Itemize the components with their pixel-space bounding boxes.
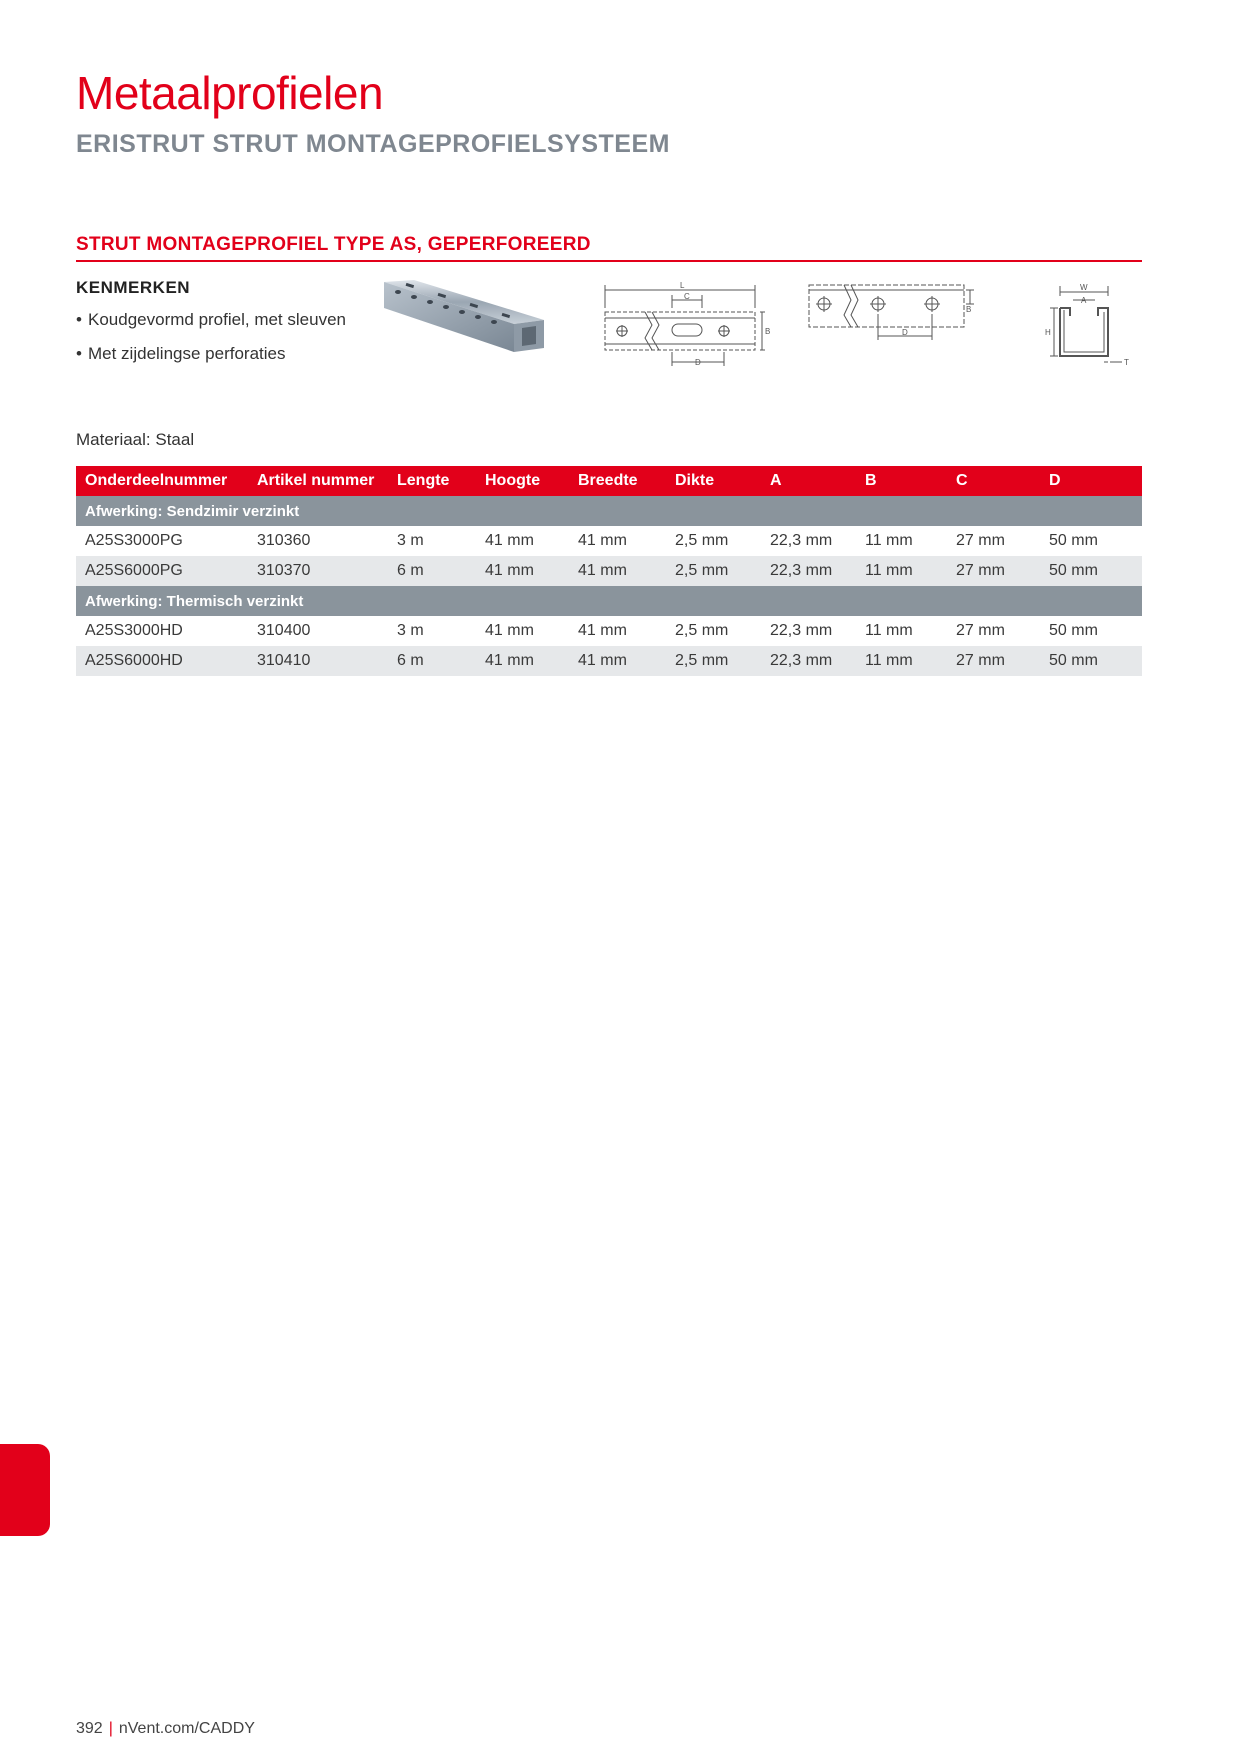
- header-cell: Lengte: [388, 466, 476, 496]
- dim-label-c: C: [684, 292, 690, 301]
- group-label: Afwerking: Sendzimir verzinkt: [76, 496, 1142, 526]
- table-cell: 41 mm: [485, 622, 534, 639]
- table-cell: 310400: [257, 622, 311, 639]
- section-title: STRUT MONTAGEPROFIEL TYPE AS, GEPERFOREERD: [76, 234, 591, 255]
- header-cell: Breedte: [569, 466, 666, 496]
- table-cell: 27 mm: [956, 532, 1005, 549]
- table-row: [76, 526, 1142, 556]
- table-row: [76, 646, 1142, 676]
- header-cell: A: [761, 466, 856, 496]
- table-cell: 2,5 mm: [666, 646, 761, 676]
- header-cell: B: [856, 466, 947, 496]
- top-view-drawing: [600, 280, 780, 370]
- table-cell: 41 mm: [578, 532, 627, 549]
- footer-url[interactable]: nVent.com/CADDY: [118, 1720, 255, 1737]
- table-cell: A25S3000HD: [85, 622, 183, 639]
- table-cell: 22,3 mm: [770, 622, 833, 639]
- chapter-tab: [0, 1444, 50, 1536]
- table-cell: 22,3 mm: [761, 556, 856, 586]
- strut-channel-photo: [384, 280, 554, 370]
- table-cell: 22,3 mm: [761, 646, 856, 676]
- table-cell: 6 m: [388, 556, 476, 586]
- page-title: Metaalprofielen: [76, 67, 384, 119]
- table-header-row: [76, 466, 1142, 496]
- table-group-row: [76, 496, 1142, 526]
- table-cell: 6 m: [388, 646, 476, 676]
- group-label: Afwerking: Thermisch verzinkt: [76, 586, 1142, 616]
- page-subtitle: ERISTRUT STRUT MONTAGEPROFIELSYSTEEM: [76, 130, 670, 158]
- material-text: Materiaal: Staal: [76, 430, 195, 449]
- table-cell: 50 mm: [1040, 556, 1142, 586]
- header-cell: Dikte: [666, 466, 761, 496]
- bullet-icon: •: [76, 344, 82, 363]
- table-cell: 22,3 mm: [770, 532, 833, 549]
- header-cell: Artikel nummer: [248, 466, 388, 496]
- table-cell: 3 m: [397, 532, 424, 549]
- header-cell: D: [1040, 466, 1142, 496]
- cross-section-drawing: [1040, 280, 1140, 370]
- table-cell: 11 mm: [856, 556, 947, 586]
- table-cell: 50 mm: [1049, 532, 1098, 549]
- dim-label-a: A: [1081, 296, 1087, 305]
- table-cell: 41 mm: [569, 556, 666, 586]
- dim-label-h: H: [1045, 328, 1051, 337]
- table-cell: 11 mm: [865, 622, 913, 639]
- table-row: [76, 616, 1142, 646]
- table-cell: 11 mm: [865, 532, 913, 549]
- dim-label-b: B: [966, 305, 972, 314]
- table-cell: 11 mm: [856, 646, 947, 676]
- dim-label-d: D: [695, 358, 701, 367]
- table-cell: 310370: [248, 556, 388, 586]
- feature-item: [76, 310, 346, 330]
- footer-separator: |: [108, 1720, 113, 1737]
- table-cell: 41 mm: [476, 646, 569, 676]
- header-cell: Onderdeelnummer: [76, 466, 248, 496]
- dim-label-l: L: [680, 281, 685, 290]
- table-cell: 50 mm: [1049, 622, 1098, 639]
- table-cell: 2,5 mm: [675, 622, 729, 639]
- feature-text: Met zijdelingse perforaties: [88, 344, 286, 363]
- bullet-icon: •: [76, 310, 82, 329]
- table-cell: 41 mm: [476, 556, 569, 586]
- table-cell: 41 mm: [578, 622, 627, 639]
- page-footer: [76, 1720, 255, 1738]
- table-cell: 27 mm: [947, 556, 1040, 586]
- table-cell: A25S6000HD: [76, 646, 248, 676]
- page-number: 392: [76, 1720, 103, 1737]
- feature-item: [76, 344, 285, 364]
- table-cell: 27 mm: [956, 622, 1005, 639]
- table-cell: 41 mm: [485, 532, 534, 549]
- spec-table: [76, 466, 1142, 676]
- table-cell: 310360: [257, 532, 311, 549]
- dim-label-t: T: [1124, 358, 1129, 367]
- table-cell: 2,5 mm: [675, 532, 729, 549]
- table-cell: 310410: [248, 646, 388, 676]
- table-cell: 27 mm: [947, 646, 1040, 676]
- table-cell: 41 mm: [569, 646, 666, 676]
- features-heading: KENMERKEN: [76, 278, 191, 297]
- feature-text: Koudgevormd profiel, met sleuven: [88, 310, 346, 329]
- table-row: [76, 556, 1142, 586]
- dim-label-w: W: [1080, 283, 1088, 292]
- header-cell: C: [947, 466, 1040, 496]
- dim-label-b: B: [765, 327, 771, 336]
- table-cell: 50 mm: [1040, 646, 1142, 676]
- table-group-row: [76, 586, 1142, 616]
- table-cell: A25S3000PG: [85, 532, 183, 549]
- section-divider: [76, 260, 1142, 262]
- table-cell: 2,5 mm: [666, 556, 761, 586]
- table-cell: 3 m: [397, 622, 424, 639]
- header-cell: Hoogte: [476, 466, 569, 496]
- dim-label-d: D: [902, 328, 908, 337]
- table-cell: A25S6000PG: [76, 556, 248, 586]
- side-view-drawing: [806, 280, 986, 345]
